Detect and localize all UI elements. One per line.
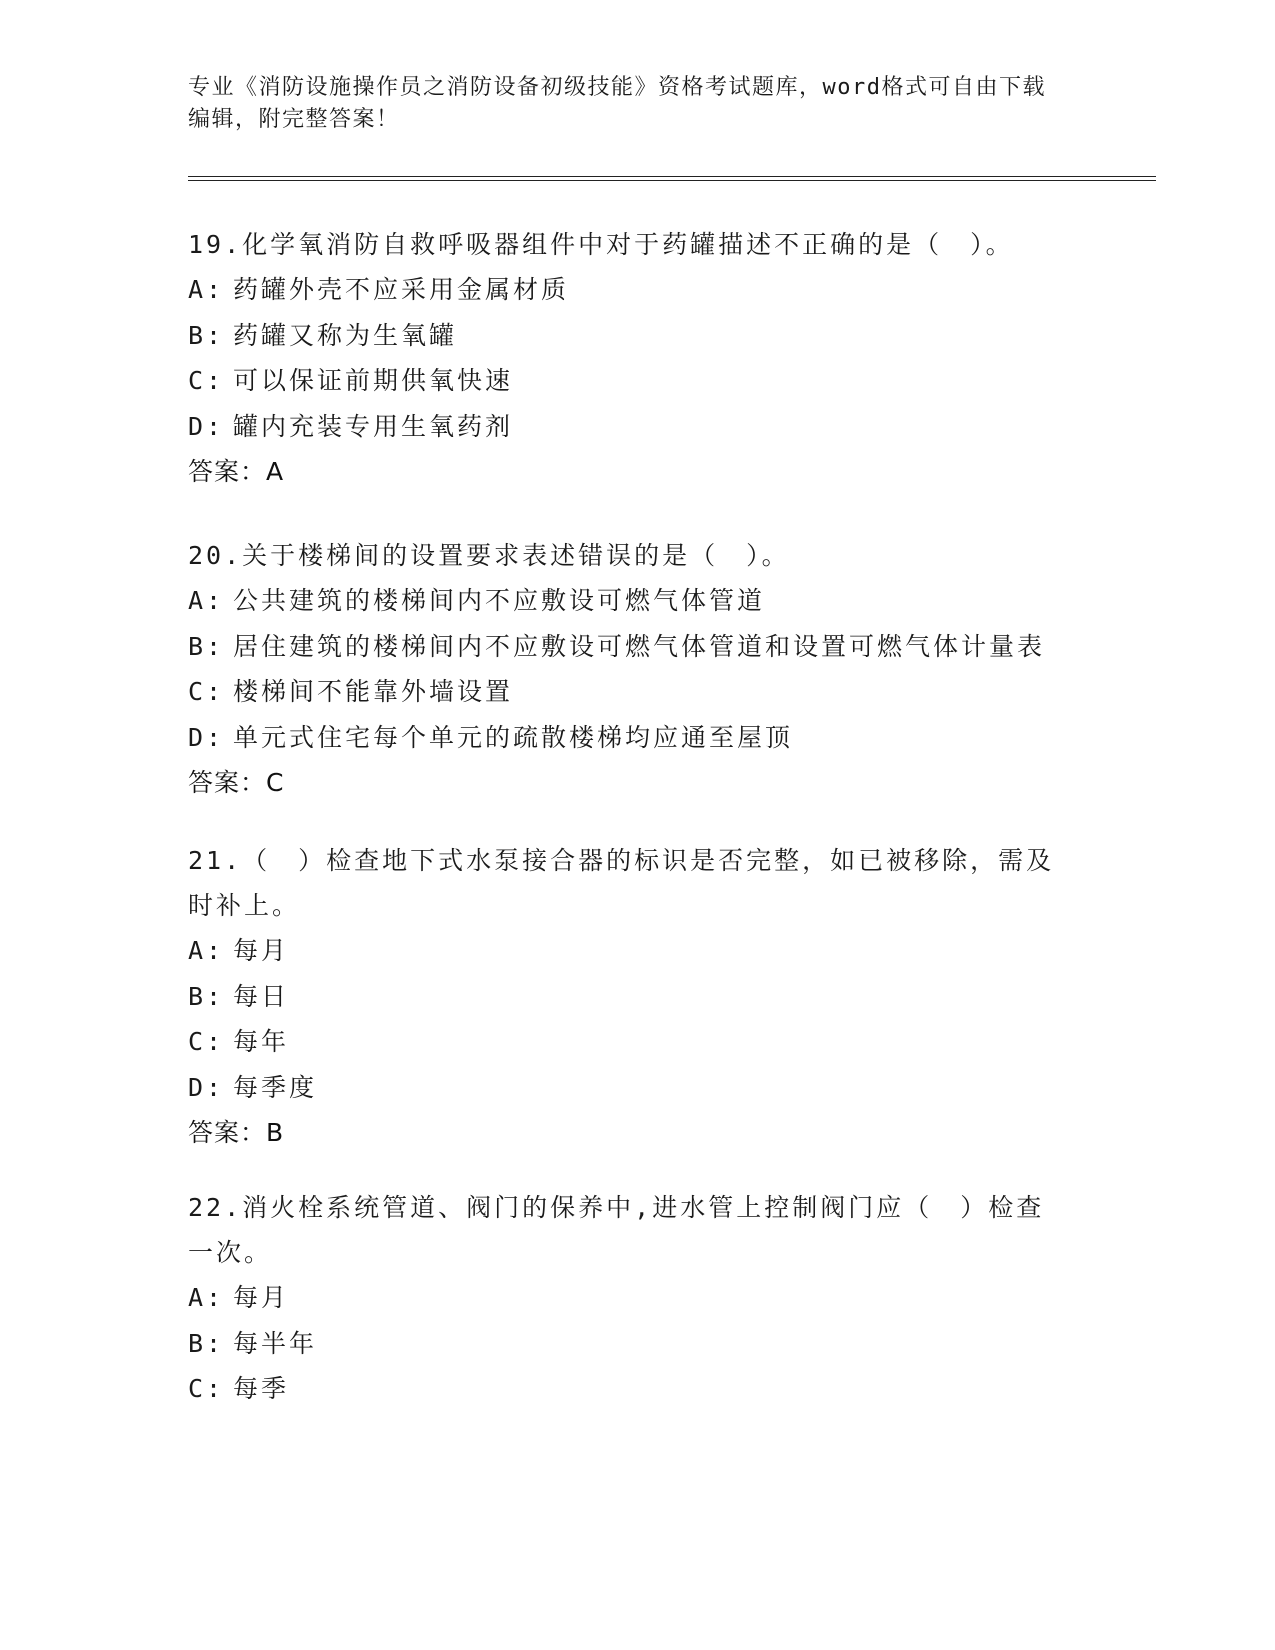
question-stem: 19.化学氧消防自救呼吸器组件中对于药罐描述不正确的是（ ）。 <box>188 230 1014 259</box>
answer-line: 答案：C <box>188 768 285 797</box>
option-c <box>188 1019 1068 1065</box>
option-letter: C: <box>188 677 225 706</box>
option-text: 每月 <box>233 1283 290 1312</box>
option-text: 药罐外壳不应采用金属材质 <box>233 275 570 304</box>
option-letter: D: <box>188 722 225 752</box>
option-c <box>188 669 1068 715</box>
question-stem: 20.关于楼梯间的设置要求表述错误的是（ ）。 <box>188 541 790 570</box>
option-text: 居住建筑的楼梯间内不应敷设可燃气体管道和设置可燃气体计量表 <box>233 631 1046 661</box>
option-text: 公共建筑的楼梯间内不应敷设可燃气体管道 <box>233 586 766 615</box>
option-letter: A: <box>188 275 225 304</box>
document-header: 专业《消防设施操作员之消防设备初级技能》资格考试题库，word格式可自由下载编辑，附完整答案！ <box>188 75 1046 132</box>
option-b <box>188 313 1068 359</box>
option-letter: A: <box>188 936 225 965</box>
option-a <box>188 1275 1068 1321</box>
option-letter: B: <box>188 1328 225 1358</box>
option-letter: D: <box>188 411 225 441</box>
question-20 <box>188 533 1068 805</box>
option-letter: A: <box>188 1283 225 1312</box>
option-letter: B: <box>188 631 225 661</box>
option-text: 每月 <box>233 936 290 965</box>
option-letter: D: <box>188 1072 225 1102</box>
option-b <box>188 974 1068 1020</box>
option-text: 每年 <box>233 1027 290 1056</box>
question-19 <box>188 222 1068 494</box>
option-text: 药罐又称为生氧罐 <box>233 320 458 350</box>
question-stem: 22.消火栓系统管道、阀门的保养中,进水管上控制阀门应（ ）检查一次。 <box>188 1193 1045 1267</box>
option-b <box>188 1321 1068 1367</box>
option-a <box>188 267 1068 313</box>
question-stem: 21.（ ）检查地下式水泵接合器的标识是否完整，如已被移除，需及时补上。 <box>188 846 1055 920</box>
question-21 <box>188 838 1068 1155</box>
option-letter: B: <box>188 981 225 1011</box>
option-letter: C: <box>188 1374 225 1403</box>
answer-line: 答案：B <box>188 1118 285 1147</box>
option-letter: B: <box>188 320 225 350</box>
option-letter: A: <box>188 586 225 615</box>
option-d <box>188 715 1068 761</box>
option-text: 单元式住宅每个单元的疏散楼梯均应通至屋顶 <box>233 722 794 752</box>
option-c <box>188 358 1068 404</box>
option-text: 每季度 <box>233 1072 318 1102</box>
option-b <box>188 624 1068 670</box>
option-c <box>188 1366 1068 1412</box>
option-letter: C: <box>188 366 225 395</box>
option-text: 罐内充装专用生氧药剂 <box>233 411 514 441</box>
option-text: 每季 <box>233 1374 290 1403</box>
question-22 <box>188 1185 1068 1412</box>
option-text: 楼梯间不能靠外墙设置 <box>233 677 514 706</box>
option-text: 每半年 <box>233 1328 318 1358</box>
option-a <box>188 928 1068 974</box>
option-text: 每日 <box>233 981 290 1011</box>
option-a <box>188 578 1068 624</box>
option-letter: C: <box>188 1027 225 1056</box>
option-d <box>188 404 1068 450</box>
answer-line: 答案：A <box>188 457 285 486</box>
option-text: 可以保证前期供氧快速 <box>233 366 514 395</box>
header-divider <box>188 176 1156 181</box>
option-d <box>188 1065 1068 1111</box>
